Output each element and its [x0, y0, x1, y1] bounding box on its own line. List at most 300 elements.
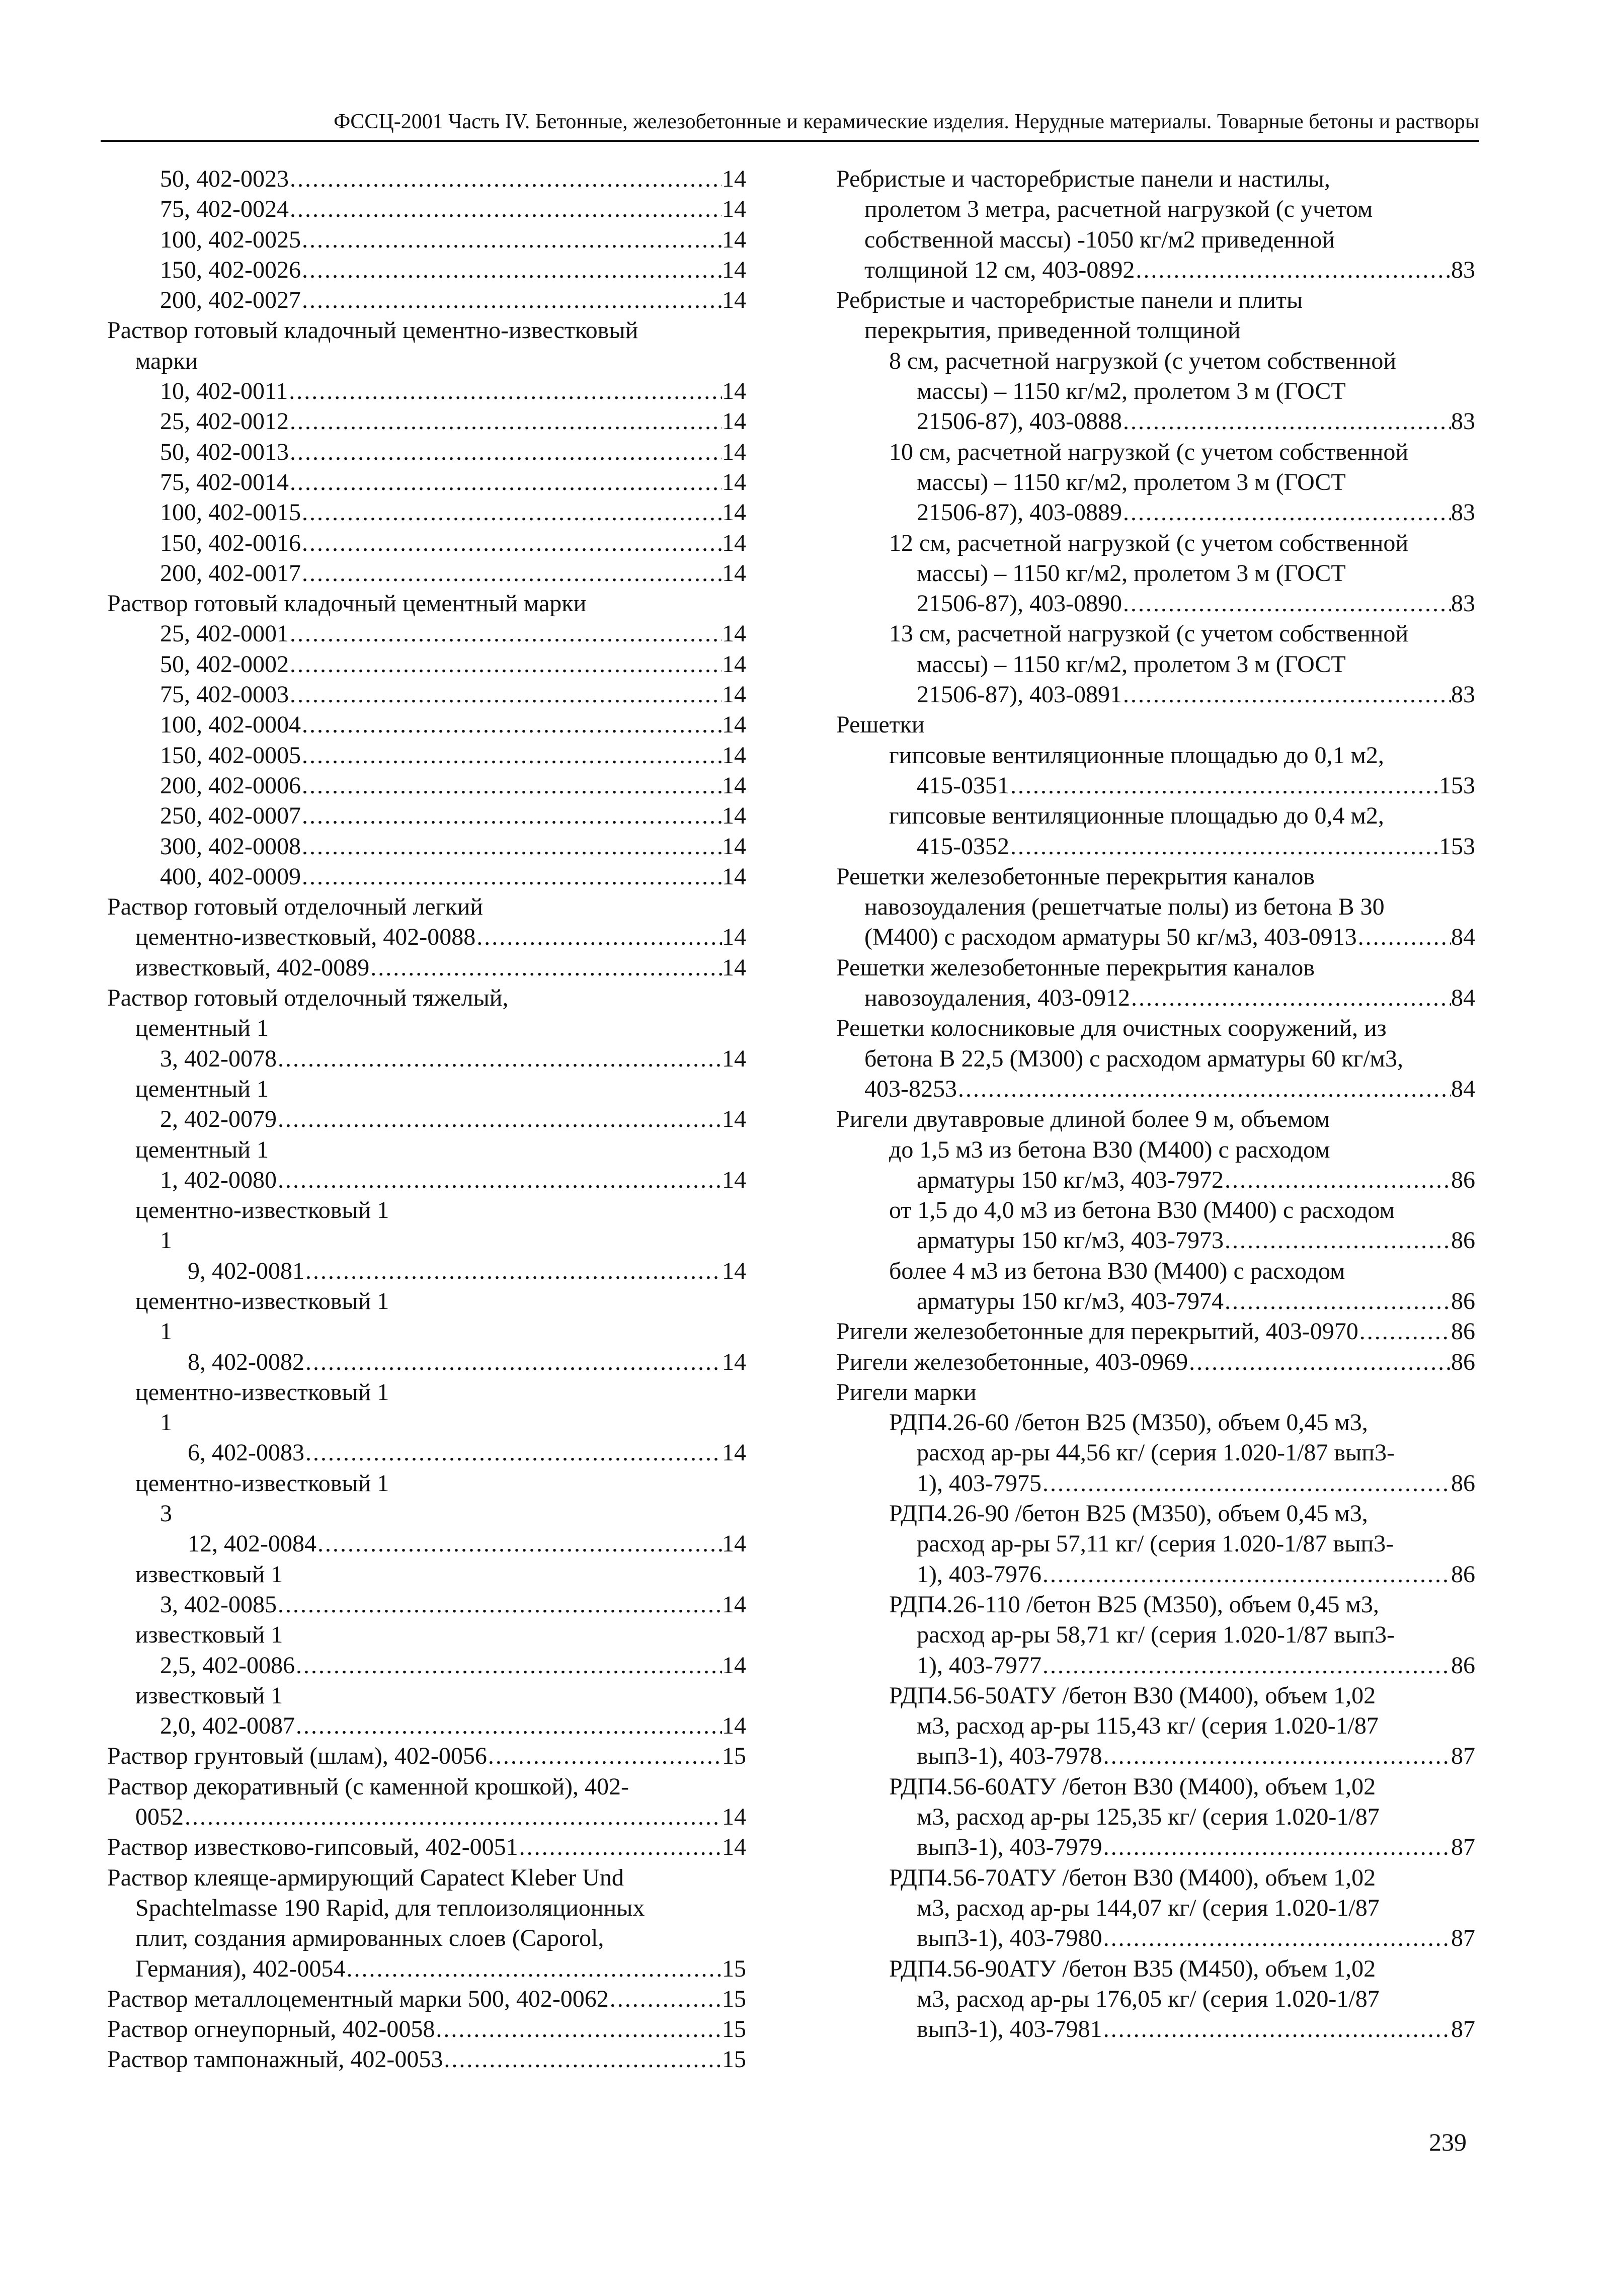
index-entry	[836, 589, 1475, 619]
index-entry: Решетки железобетонные перекрытия каналов	[836, 863, 1315, 890]
entry-page-number: 14	[722, 1803, 746, 1831]
dot-leader	[1224, 1165, 1451, 1195]
index-entry: м3, расход ар-ры 125,35 кг/ (серия 1.020-1/87	[917, 1803, 1380, 1831]
entry-text: 415-0352	[917, 833, 1009, 860]
index-entry	[836, 1468, 1475, 1499]
index-entry	[107, 680, 746, 710]
dot-leader	[487, 1741, 722, 1771]
entry-page-number: 14	[722, 196, 746, 223]
dot-leader	[304, 1347, 722, 1377]
dot-leader	[1188, 1347, 1451, 1377]
entry-page-number: 83	[1451, 499, 1475, 526]
entry-text: вып3-1), 403-7978	[917, 1743, 1102, 1770]
index-entry: известковый 1	[135, 1682, 283, 1709]
entry-page-number: 14	[722, 1045, 746, 1072]
index-entry: цементный 1	[135, 1136, 269, 1163]
index-entry: собственной массы) -1050 кг/м2 приведенной	[864, 226, 1335, 253]
entry-text: 1), 403-7976	[917, 1561, 1041, 1588]
entry-page-number: 15	[722, 1955, 746, 1982]
entry-text: 1, 402-0080	[160, 1166, 277, 1193]
dot-leader	[301, 741, 722, 771]
index-entry	[836, 1286, 1475, 1317]
entry-text: Раствор известково-гипсовый, 402-0051	[107, 1834, 518, 1861]
dot-leader	[301, 710, 722, 740]
index-entry: более 4 м3 из бетона В30 (М400) с расходом	[889, 1257, 1345, 1284]
index-entry: гипсовые вентиляционные площадью до 0,1 м2,	[889, 742, 1384, 769]
index-entry: Раствор готовый отделочный тяжелый,	[107, 985, 509, 1012]
index-entry	[836, 1832, 1475, 1862]
index-entry	[107, 710, 746, 740]
entry-page-number: 86	[1451, 1318, 1475, 1345]
dot-leader	[277, 1165, 722, 1195]
entry-page-number: 86	[1451, 1561, 1475, 1588]
dot-leader	[1135, 255, 1451, 285]
entry-page-number: 15	[722, 1743, 746, 1770]
index-entry: 12 см, расчетной нагрузкой (с учетом собственной	[889, 529, 1408, 556]
index-entry: 1	[160, 1318, 172, 1345]
index-entry	[107, 1711, 746, 1741]
index-entry: 8 см, расчетной нагрузкой (с учетом собственной	[889, 347, 1396, 374]
dot-leader	[1224, 1225, 1451, 1256]
entry-page-number: 14	[722, 681, 746, 708]
index-entry: РДП4.56-70АТУ /бетон В30 (М400), объем 1,02	[889, 1864, 1376, 1891]
running-header: ФССЦ-2001 Часть IV. Бетонные, железобетонные и керамические изделия. Нерудные материалы. Товарные бетоны и растворы	[334, 110, 1479, 133]
index-entry: цементно-известковый 1	[135, 1469, 389, 1497]
entry-page-number: 87	[1451, 1743, 1475, 1770]
dot-leader	[301, 255, 722, 285]
dot-leader	[1358, 1317, 1451, 1347]
entry-text: 200, 402-0006	[160, 772, 301, 799]
entry-page-number: 14	[722, 620, 746, 647]
entry-page-number: 86	[1451, 1227, 1475, 1254]
index-entry	[107, 2014, 746, 2044]
entry-text: 200, 402-0017	[160, 559, 301, 587]
index-entry: 3	[160, 1500, 172, 1527]
dot-leader	[277, 1104, 722, 1134]
dot-leader	[1122, 498, 1451, 528]
index-entry: Spachtelmasse 190 Rapid, для теплоизоляционных	[135, 1894, 645, 1921]
index-entry	[836, 1347, 1475, 1377]
dot-leader	[301, 528, 722, 558]
index-entry	[107, 558, 746, 589]
entry-text: Германия), 402-0054	[135, 1955, 346, 1982]
entry-text: 75, 402-0003	[160, 681, 289, 708]
index-entry	[836, 922, 1475, 952]
entry-page-number: 14	[722, 924, 746, 951]
entry-text: 50, 402-0002	[160, 650, 289, 678]
index-entry	[836, 406, 1475, 437]
entry-text: 200, 402-0027	[160, 287, 301, 314]
entry-page-number: 14	[722, 378, 746, 405]
dot-leader	[301, 801, 722, 831]
index-entry: цементный 1	[135, 1015, 269, 1042]
dot-leader	[435, 2014, 722, 2044]
entry-page-number: 15	[722, 2016, 746, 2043]
index-entry	[107, 285, 746, 315]
index-column-right	[836, 164, 1475, 2044]
entry-text: 10, 402-0011	[160, 378, 288, 405]
index-entry	[836, 1741, 1475, 1771]
entry-text: 9, 402-0081	[188, 1257, 304, 1284]
dot-leader	[443, 2044, 722, 2075]
entry-page-number: 14	[722, 742, 746, 769]
entry-text: Раствор металлоцементный марки 500, 402-0062	[107, 1985, 609, 2012]
dot-leader	[301, 225, 722, 255]
header-rule	[101, 140, 1479, 142]
index-entry	[836, 1923, 1475, 1953]
entry-text: Раствор грунтовый (шлам), 402-0056	[107, 1743, 487, 1770]
entry-page-number: 15	[722, 2046, 746, 2073]
dot-leader	[1041, 1560, 1451, 1590]
dot-leader	[301, 285, 722, 315]
entry-page-number: 14	[722, 802, 746, 830]
entry-page-number: 83	[1451, 590, 1475, 617]
entry-text: 21506-87), 403-0889	[917, 499, 1122, 526]
entry-text: цементно-известковый, 402-0088	[135, 924, 476, 951]
entry-text: 75, 402-0024	[160, 196, 289, 223]
index-entry: известковый 1	[135, 1621, 283, 1649]
index-entry	[107, 255, 746, 285]
entry-text: 300, 402-0008	[160, 833, 301, 860]
dot-leader	[304, 1256, 722, 1286]
index-entry: Раствор клеяще-армирующий Capatect Kleber Und	[107, 1864, 624, 1891]
index-entry: пролетом 3 метра, расчетной нагрузкой (с учетом	[864, 196, 1373, 223]
index-entry: Раствор декоративный (с каменной крошкой), 402-	[107, 1773, 629, 1800]
entry-text: 150, 402-0026	[160, 256, 301, 283]
index-entry	[107, 953, 746, 983]
index-entry	[836, 771, 1475, 801]
entry-text: 150, 402-0016	[160, 529, 301, 556]
dot-leader	[184, 1802, 722, 1832]
entry-page-number: 87	[1451, 1834, 1475, 1861]
dot-leader	[301, 832, 722, 862]
index-entry	[107, 1590, 746, 1620]
entry-page-number: 86	[1451, 1469, 1475, 1497]
dot-leader	[1122, 589, 1451, 619]
index-entry	[836, 832, 1475, 862]
entry-page-number: 14	[722, 1712, 746, 1740]
index-entry	[107, 1832, 746, 1862]
index-entry: Ригели марки	[836, 1378, 977, 1406]
entry-page-number: 83	[1451, 408, 1475, 435]
index-entry: РДП4.56-60АТУ /бетон В30 (М400), объем 1,02	[889, 1773, 1376, 1800]
index-entry: 1	[160, 1409, 172, 1436]
entry-page-number: 86	[1451, 1166, 1475, 1193]
index-entry	[836, 498, 1475, 528]
entry-text: 1), 403-7975	[917, 1469, 1041, 1497]
dot-leader	[289, 619, 722, 649]
entry-text: 2,5, 402-0086	[160, 1652, 295, 1679]
index-entry: Раствор готовый кладочный цементно-известковый	[107, 317, 638, 344]
index-entry: Решетки	[836, 711, 925, 739]
index-entry: м3, расход ар-ры 115,43 кг/ (серия 1.020-1/87	[917, 1712, 1379, 1740]
index-entry: РДП4.56-90АТУ /бетон В35 (М450), объем 1,02	[889, 1955, 1376, 1982]
dot-leader	[304, 1438, 722, 1468]
index-entry	[836, 983, 1475, 1013]
index-entry: Раствор готовый отделочный легкий	[107, 893, 483, 921]
index-entry	[107, 801, 746, 831]
entry-text: арматуры 150 кг/м3, 403-7974	[917, 1287, 1224, 1315]
entry-page-number: 14	[722, 468, 746, 496]
entry-page-number: 14	[722, 438, 746, 465]
entry-page-number: 87	[1451, 2016, 1475, 2043]
index-entry	[107, 528, 746, 558]
dot-leader	[369, 953, 722, 983]
entry-text: 12, 402-0084	[188, 1530, 316, 1557]
entry-text: Раствор тампонажный, 402-0053	[107, 2046, 443, 2073]
entry-page-number: 14	[722, 1591, 746, 1618]
entry-page-number: 14	[722, 408, 746, 435]
entry-page-number: 86	[1451, 1348, 1475, 1375]
entry-page-number: 86	[1451, 1287, 1475, 1315]
index-entry	[107, 619, 746, 649]
index-entry: Раствор готовый кладочный цементный марки	[107, 590, 587, 617]
entry-page-number: 14	[722, 559, 746, 587]
index-entry: до 1,5 м3 из бетона В30 (М400) с расходом	[889, 1136, 1330, 1163]
index-entry	[107, 1104, 746, 1134]
index-entry	[107, 1984, 746, 2014]
dot-leader	[277, 1044, 722, 1074]
index-entry	[107, 649, 746, 680]
index-entry: бетона В 22,5 (М300) с расходом арматуры 60 кг/м3,	[864, 1045, 1404, 1072]
index-entry: Ригели двутавровые длиной более 9 м, объемом	[836, 1106, 1330, 1133]
entry-text: 100, 402-0025	[160, 226, 301, 253]
entry-page-number: 14	[722, 226, 746, 253]
index-entry: Решетки железобетонные перекрытия каналов	[836, 954, 1315, 981]
index-entry	[107, 376, 746, 406]
index-entry: 13 см, расчетной нагрузкой (с учетом собственной	[889, 620, 1408, 647]
entry-text: 75, 402-0014	[160, 468, 289, 496]
entry-text: 150, 402-0005	[160, 742, 301, 769]
index-entry: расход ар-ры 58,71 кг/ (серия 1.020-1/87 вып3-	[917, 1621, 1395, 1649]
entry-page-number: 14	[722, 1348, 746, 1375]
entry-page-number: 14	[722, 833, 746, 860]
index-entry: известковый 1	[135, 1561, 283, 1588]
dot-leader	[289, 467, 722, 498]
index-entry: м3, расход ар-ры 176,05 кг/ (серия 1.020-1/87	[917, 1985, 1380, 2012]
entry-page-number: 15	[722, 1985, 746, 2012]
entry-text: 415-0351	[917, 772, 1009, 799]
dot-leader	[1102, 1923, 1451, 1953]
index-entry: цементно-известковый 1	[135, 1197, 389, 1224]
entry-text: 21506-87), 403-0890	[917, 590, 1122, 617]
index-entry: цементно-известковый 1	[135, 1287, 389, 1315]
entry-text: 21506-87), 403-0888	[917, 408, 1122, 435]
index-entry	[107, 862, 746, 892]
index-entry: массы) – 1150 кг/м2, пролетом 3 м (ГОСТ	[917, 559, 1346, 587]
entry-text: 50, 402-0013	[160, 438, 289, 465]
index-entry	[107, 437, 746, 467]
dot-leader	[277, 1590, 722, 1620]
entry-text: Ригели железобетонные, 403-0969	[836, 1348, 1188, 1375]
index-entry: плит, создания армированных слоев (Caporol,	[135, 1925, 604, 1952]
dot-leader	[289, 680, 722, 710]
dot-leader	[301, 558, 722, 589]
index-entry	[107, 741, 746, 771]
dot-leader	[295, 1711, 722, 1741]
entry-page-number: 83	[1451, 256, 1475, 283]
index-entry: гипсовые вентиляционные площадью до 0,4 м2,	[889, 802, 1384, 830]
dot-leader	[957, 1074, 1451, 1104]
entry-page-number: 14	[722, 499, 746, 526]
index-entry: цементно-известковый 1	[135, 1378, 389, 1406]
dot-leader	[1009, 832, 1439, 862]
index-entry	[107, 1347, 746, 1377]
entry-text: 400, 402-0009	[160, 863, 301, 890]
index-entry	[107, 1802, 746, 1832]
dot-leader	[1102, 1741, 1451, 1771]
entry-page-number: 14	[722, 1257, 746, 1284]
entry-page-number: 84	[1451, 924, 1475, 951]
entry-text: арматуры 150 кг/м3, 403-7973	[917, 1227, 1224, 1254]
dot-leader	[1122, 406, 1451, 437]
index-entry	[107, 1529, 746, 1559]
entry-page-number: 14	[722, 287, 746, 314]
entry-page-number: 14	[722, 529, 746, 556]
dot-leader	[1224, 1286, 1451, 1317]
dot-leader	[475, 922, 722, 952]
entry-text: 25, 402-0012	[160, 408, 289, 435]
entry-page-number: 83	[1451, 681, 1475, 708]
entry-page-number: 14	[722, 1439, 746, 1466]
entry-text: 0052	[135, 1803, 184, 1831]
dot-leader	[518, 1832, 722, 1862]
index-entry: расход ар-ры 44,56 кг/ (серия 1.020-1/87 вып3-	[917, 1439, 1395, 1466]
entry-text: 3, 402-0085	[160, 1591, 277, 1618]
entry-page-number: 14	[722, 1530, 746, 1557]
dot-leader	[301, 771, 722, 801]
entry-text: вып3-1), 403-7981	[917, 2016, 1102, 2043]
index-entry	[107, 1256, 746, 1286]
dot-leader	[1102, 1832, 1451, 1862]
dot-leader	[1357, 922, 1451, 952]
entry-page-number: 84	[1451, 985, 1475, 1012]
entry-text: Раствор огнеупорный, 402-0058	[107, 2016, 435, 2043]
index-entry	[836, 255, 1475, 285]
index-entry	[107, 832, 746, 862]
entry-page-number: 87	[1451, 1925, 1475, 1952]
entry-text: 2, 402-0079	[160, 1106, 277, 1133]
index-entry: массы) – 1150 кг/м2, пролетом 3 м (ГОСТ	[917, 468, 1346, 496]
dot-leader	[316, 1529, 722, 1559]
index-entry	[836, 1560, 1475, 1590]
index-entry	[107, 1044, 746, 1074]
index-entry: массы) – 1150 кг/м2, пролетом 3 м (ГОСТ	[917, 378, 1346, 405]
index-entry	[836, 1317, 1475, 1347]
page-number: 239	[1429, 2128, 1467, 2156]
entry-page-number: 153	[1439, 833, 1475, 860]
entry-text: 3, 402-0078	[160, 1045, 277, 1072]
index-entry	[107, 467, 746, 498]
entry-text: 100, 402-0004	[160, 711, 301, 739]
index-entry: 1	[160, 1227, 172, 1254]
entry-text: 100, 402-0015	[160, 499, 301, 526]
index-entry	[107, 1165, 746, 1195]
entry-page-number: 14	[722, 772, 746, 799]
dot-leader	[345, 1954, 722, 1984]
index-entry	[107, 1954, 746, 1984]
index-entry: навозоудаления (решетчатые полы) из бетона В 30	[864, 893, 1385, 921]
index-entry	[836, 1165, 1475, 1195]
index-entry	[107, 406, 746, 437]
dot-leader	[289, 406, 722, 437]
index-entry	[107, 1741, 746, 1771]
dot-leader	[1130, 983, 1451, 1013]
entry-text: 403-8253	[864, 1075, 957, 1102]
entry-page-number: 14	[722, 954, 746, 981]
index-entry: марки	[135, 347, 198, 374]
entry-text: 50, 402-0023	[160, 166, 289, 192]
dot-leader	[289, 437, 722, 467]
index-entry	[836, 1651, 1475, 1681]
index-entry	[107, 2044, 746, 2075]
entry-text: (М400) с расходом арматуры 50 кг/м3, 403-0913	[864, 924, 1357, 951]
entry-page-number: 84	[1451, 1075, 1475, 1102]
entry-text: Ригели железобетонные для перекрытий, 403-0970	[836, 1318, 1358, 1345]
index-entry	[836, 1074, 1475, 1104]
index-entry: РДП4.56-50АТУ /бетон В30 (М400), объем 1,02	[889, 1682, 1376, 1709]
entry-text: известковый, 402-0089	[135, 954, 370, 981]
entry-page-number: 14	[722, 711, 746, 739]
index-entry	[107, 164, 746, 194]
index-column-left	[107, 164, 746, 2075]
dot-leader	[301, 498, 722, 528]
entry-page-number: 14	[722, 1166, 746, 1193]
dot-leader	[1122, 680, 1451, 710]
entry-text: 2,0, 402-0087	[160, 1712, 295, 1740]
dot-leader	[289, 164, 722, 194]
index-entry: РДП4.26-60 /бетон В25 (М350), объем 0,45 м3,	[889, 1409, 1368, 1436]
index-entry	[107, 922, 746, 952]
entry-page-number: 14	[722, 1652, 746, 1679]
entry-text: толщиной 12 см, 403-0892	[864, 256, 1135, 283]
index-entry	[107, 194, 746, 224]
index-entry: массы) – 1150 кг/м2, пролетом 3 м (ГОСТ	[917, 650, 1346, 678]
index-entry: м3, расход ар-ры 144,07 кг/ (серия 1.020-1/87	[917, 1894, 1380, 1921]
index-entry: перекрытия, приведенной толщиной	[864, 317, 1241, 344]
dot-leader	[289, 194, 722, 224]
dot-leader	[1041, 1468, 1451, 1499]
dot-leader	[289, 649, 722, 680]
entry-text: 21506-87), 403-0891	[917, 681, 1122, 708]
index-entry: Решетки колосниковые для очистных сооружений, из	[836, 1015, 1387, 1042]
dot-leader	[288, 376, 722, 406]
index-entry	[836, 1225, 1475, 1256]
index-entry: РДП4.26-90 /бетон В25 (М350), объем 0,45 м3,	[889, 1500, 1368, 1527]
index-entry	[107, 1651, 746, 1681]
dot-leader	[1102, 2014, 1451, 2044]
index-entry: 10 см, расчетной нагрузкой (с учетом собственной	[889, 438, 1408, 465]
dot-leader	[1009, 771, 1439, 801]
dot-leader	[1041, 1651, 1451, 1681]
index-entry: Ребристые и часторебристые панели и настилы,	[836, 166, 1330, 192]
index-entry: расход ар-ры 57,11 кг/ (серия 1.020-1/87 вып3-	[917, 1530, 1394, 1557]
entry-text: навозоудаления, 403-0912	[864, 985, 1130, 1012]
entry-page-number: 14	[722, 650, 746, 678]
entry-text: 250, 402-0007	[160, 802, 301, 830]
index-entry	[107, 225, 746, 255]
index-entry	[836, 680, 1475, 710]
entry-text: 8, 402-0082	[188, 1348, 304, 1375]
index-entry: цементный 1	[135, 1075, 269, 1102]
entry-page-number: 14	[722, 256, 746, 283]
entry-text: вып3-1), 403-7980	[917, 1925, 1102, 1952]
index-entry: от 1,5 до 4,0 м3 из бетона В30 (М400) с расходом	[889, 1197, 1395, 1224]
entry-page-number: 86	[1451, 1652, 1475, 1679]
entry-text: 1), 403-7977	[917, 1652, 1041, 1679]
entry-text: 6, 402-0083	[188, 1439, 304, 1466]
entry-page-number: 14	[722, 1106, 746, 1133]
